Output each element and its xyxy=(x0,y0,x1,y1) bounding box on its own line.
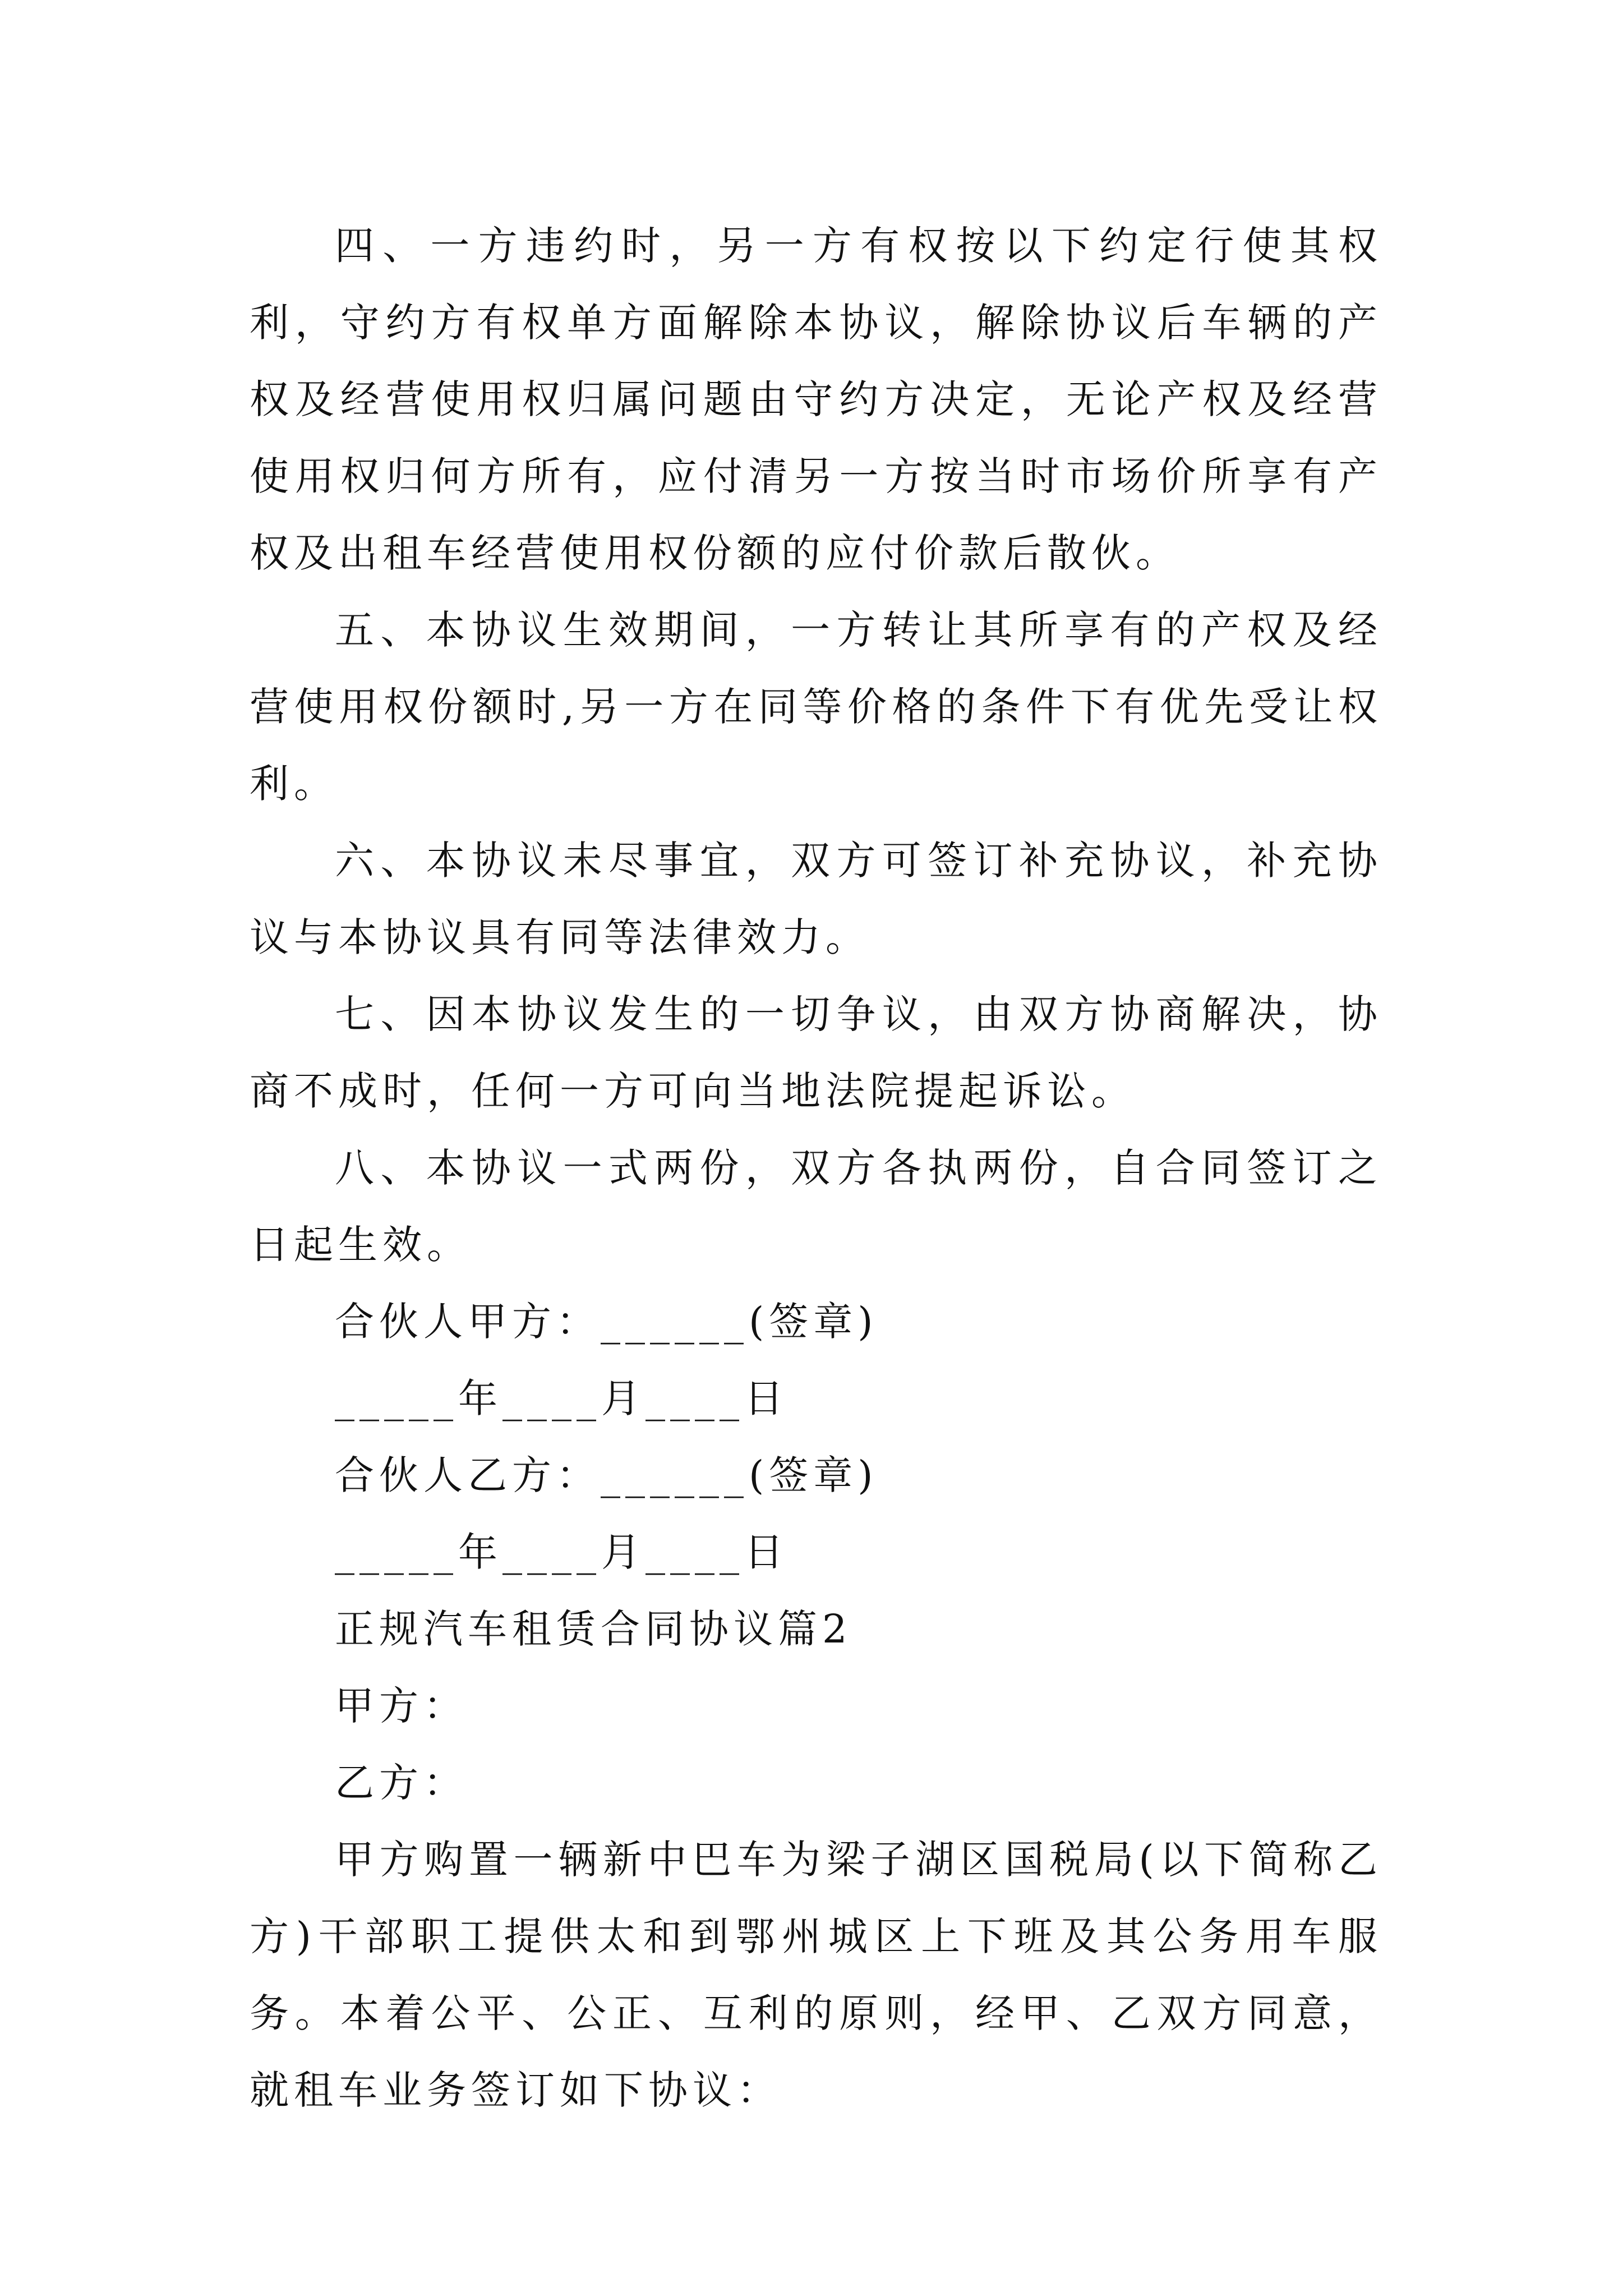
section-title: 正规汽车租赁合同协议篇2 xyxy=(335,1606,852,1652)
intro-paragraph: 甲方购置一辆新中巴车为梁子湖区国税局(以下简称乙方)干部职工提供太和到鄂州城区上下班及其公务用车服务。本着公平、公正、互利的原则，经甲、乙双方同意，就租车业务签订如下协议： xyxy=(250,1837,1382,2113)
partner-a-signature: 合伙人甲方：______(签章) xyxy=(335,1299,878,1345)
document-body xyxy=(250,208,1382,2129)
partner-a-date: _____年____月____日 xyxy=(335,1375,789,1421)
clause-6: 六、本协议未尽事宜，双方可签订补充协议，补充协议与本协议具有同等法律效力。 xyxy=(250,838,1382,960)
party-b-label: 乙方： xyxy=(335,1760,468,1806)
partner-b-date: _____年____月____日 xyxy=(335,1529,789,1575)
clause-4: 四、一方违约时，另一方有权按以下约定行使其权利，守约方有权单方面解除本协议，解除协议后车辆的产权及经营使用权归属问题由守约方决定，无论产权及经营使用权归何方所有，应付清另一方按当时市场价所享有产权及出租车经营使用权份额的应付价款后散伙。 xyxy=(250,223,1382,576)
clause-5: 五、本协议生效期间，一方转让其所享有的产权及经营使用权份额时,另一方在同等价格的条件下有优先受让权利。 xyxy=(250,607,1382,807)
party-a-label: 甲方： xyxy=(335,1683,468,1729)
clause-8: 八、本协议一式两份，双方各执两份，自合同签订之日起生效。 xyxy=(250,1145,1382,1268)
clause-7: 七、因本协议发生的一切争议，由双方协商解决，协商不成时，任何一方可向当地法院提起诉讼。 xyxy=(250,991,1382,1114)
partner-b-signature: 合伙人乙方：______(签章) xyxy=(335,1452,878,1498)
